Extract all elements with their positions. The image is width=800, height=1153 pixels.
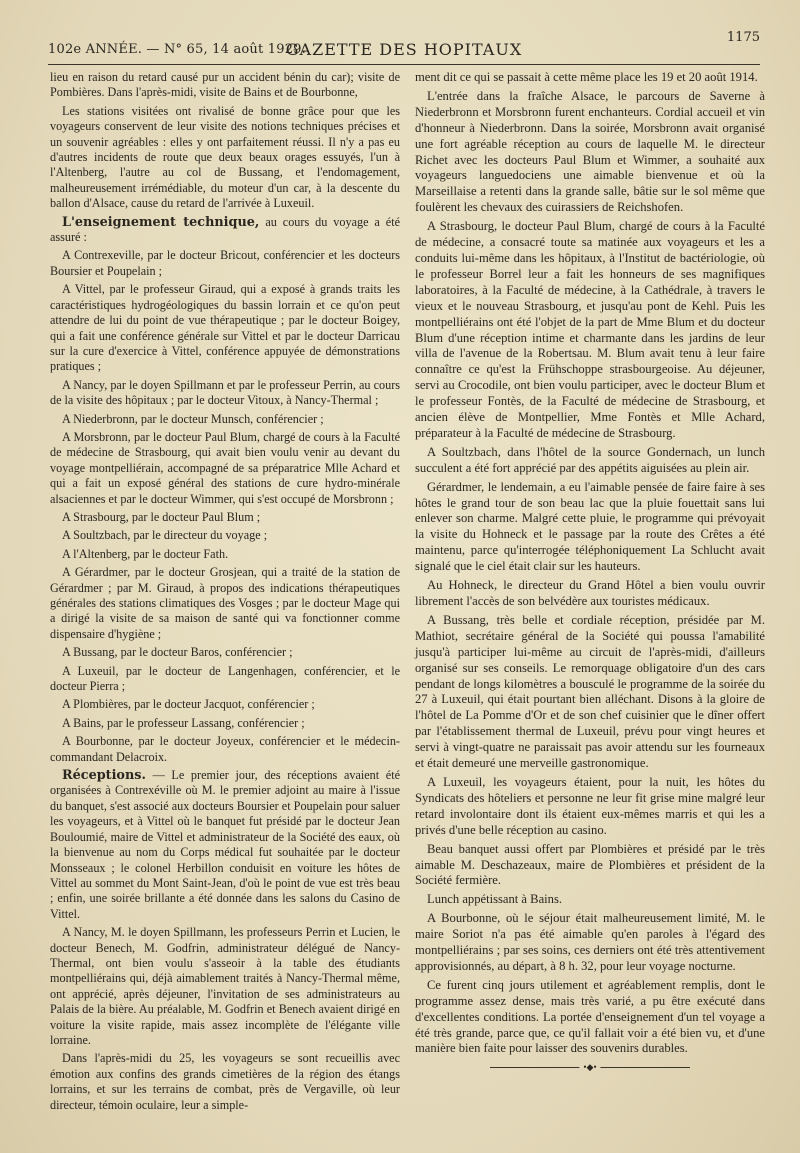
paragraph-text: A Bains, par le professeur Lassang, conférencier ; — [62, 715, 305, 730]
paragraph — [415, 578, 765, 610]
paragraph — [50, 378, 400, 409]
right-column — [415, 70, 765, 1073]
paragraph — [50, 716, 400, 731]
paragraph-text: A Nancy, par le doyen Spillmann et par le professeur Perrin, au cours de la visite des hôpitaux ; par le docteur Vitoux, à Nancy-Thermal ; — [50, 377, 400, 408]
section-heading: Réceptions. — [62, 768, 146, 784]
left-column — [50, 70, 400, 1116]
issue-line: 102e ANNÉE. — N° 65, 14 août 1929. — [48, 42, 306, 57]
paragraph — [50, 768, 400, 922]
paragraph — [50, 70, 400, 101]
paragraph-text: A l'Altenberg, par le docteur Fath. — [62, 546, 229, 561]
paragraph — [50, 412, 400, 427]
paragraph-text: ment dit ce qui se passait à cette même place les 19 et 20 août 1914. — [415, 70, 758, 84]
paragraph — [50, 1051, 400, 1113]
paragraph-text: A Soultzbach, dans l'hôtel de la source Gondernach, un lunch succulent a été fort apprécié par des appétits aiguisées au plein air. — [415, 444, 765, 475]
paragraph — [415, 445, 765, 477]
paragraph-text: A Luxeuil, par le docteur de Langenhagen, conférencier, et le docteur Pierra ; — [50, 663, 400, 694]
paragraph — [50, 510, 400, 525]
paragraph — [50, 547, 400, 562]
paragraph-text: Au Hohneck, le directeur du Grand Hôtel a bien voulu ouvrir librement l'accès de son belvédère aux touristes médicaux. — [415, 578, 765, 608]
paragraph — [50, 248, 400, 279]
paragraph — [415, 480, 765, 575]
paragraph — [50, 925, 400, 1048]
paragraph-text: A Strasbourg, par le docteur Paul Blum ; — [62, 509, 261, 524]
paragraph-text: Beau banquet aussi offert par Plombières et présidé par le très aimable M. Deschazeaux, maire de Plombières et président de la Société fermière. — [415, 841, 765, 888]
ornament: •◆• — [579, 1063, 600, 1072]
paragraph-text: — Le premier jour, des réceptions avaient été organisées à Contrexéville où M. le premier adjoint au maire à l'issue du banquet, s'est associé aux docteurs Boursier et Poupelain pour saluer les voyageurs, et à Vittel où le banquet fut présidé par le docteur Jean Bouloumié, maire de Vittel et administrateur de la Société des eaux, où la bienvenue au nom du Corps médical fut souhaitée par le docteur Monsseaux ; le colonel Herbillon conduisit en voiture les hôtes de Vittel au sommet du Mont Saint-Jean, d'où le point de vue est très beau ; enfin, une soirée brillante a été donnée dans les salons du Casino de Vittel. — [50, 768, 400, 921]
paragraph-text: Les stations visitées ont rivalisé de bonne grâce pour que les voyageurs conservent de leur visite des notions techniques précises et un souvenir agréables : elles y ont parfaitement réussi. Il n'y a pas eu d'autres incidents de route que deux beaux orages essuyés, l'un à l'Altenberg, l'autre au col de Bussang, et l'endomagement, malheureusement irrémédiable, du moteur d'un car, à la descente du ballon d'Alsace, cause du retard de l'arrivée à Luxeuil. — [50, 103, 400, 211]
paragraph-text: Lunch appétissant à Bains. — [427, 892, 563, 907]
paragraph-text: L'entrée dans la fraîche Alsace, le parcours de Saverne à Niederbronn et Morsbronn furent enchanteurs. Cordial accueil et vin d'honneur à Niederbronn. Dans la soirée, Morsbronn avait organisé une fort agréable réception au cours de laquelle M. le directeur Richet avec les docteurs Paul Blum et Wimmer, a souhaité aux voyageurs languedociens une aimable bienvenue et où la Marseillaise a retenti dans la grande salle, bâtie sur le sol même que foulèrent les chevaux des cuirassiers de Reichshofen. — [415, 88, 765, 215]
paragraph — [50, 664, 400, 695]
paragraph-text: A Morsbronn, par le docteur Paul Blum, chargé de cours à la Faculté de médecine de Strasbourg, qui avait bien voulu venir au devant du voyage montpelliérain, accompagné de sa préparatrice Mlle Achard et qui a fait un exposé général des stations de cure hydro-minérale alsaciennes et par le docteur Wimmer, qui s'est occupé de Morsbronn ; — [50, 429, 400, 506]
paragraph-text: Gérardmer, le lendemain, a eu l'aimable pensée de faire faire à ses hôtes le grand tour de son beau lac que la pluie fouettait sans lui enlever son charme. Malgré cette pluie, le programme qui prévoyait la visite du Hohneck et le passage par la route des Crêtes a été maintenu, parce qu'interrogée téléphoniquement La Schlucht avait signalé que le ciel était clair sur les hauteurs. — [415, 479, 765, 574]
paragraph — [415, 978, 765, 1058]
section-end-rule — [490, 1062, 690, 1073]
paragraph — [50, 282, 400, 374]
paragraph-text: lieu en raison du retard causé pur un accident bénin du car); visite de Pombières. Dans l'après-midi, visite de Bains et de Bourbonne, — [50, 70, 400, 100]
paragraph-text: A Niederbronn, par le docteur Munsch, conférencier ; — [62, 411, 324, 426]
publication-title: GAZETTE DES HOPITAUX — [285, 40, 523, 59]
paragraph — [50, 104, 400, 212]
paragraph-text: A Contrexeville, par le docteur Bricout, conférencier et les docteurs Boursier et Poupelain ; — [50, 248, 400, 278]
paragraph-text: A Bourbonne, où le séjour était malheureusement limité, M. le maire Soriot n'a pas été aimable qu'en paroles à l'égard des montpelliérains ; par ses soins, ces derniers ont été très attentivement approvisionnés, au départ, à 8 h. 32, pour leur voyage nocturne. — [415, 911, 765, 973]
paragraph — [415, 219, 765, 442]
paragraph — [415, 89, 765, 216]
paragraph — [50, 430, 400, 507]
paragraph — [415, 911, 765, 975]
paragraph-text: A Strasbourg, le docteur Paul Blum, chargé de cours à la Faculté de médecine, a consacré toute sa matinée aux voyageurs et les a conduits lui-même dans les hôpitaux, à l'Institut de bactériologie, où le professeur Borrel leur a fait les honneurs de ses magnifiques laboratoires, à la Faculté de médecine, à la Cathédrale, à travers le vieux et le nouveau Strasbourg, et jusqu'au pont de Kehl. Puis les montpelliérains ont été l'objet de la part de Mme Blum et du docteur Blum d'une réception intime et charmante dans les jardins de leur villa de l'avenue de la Robertsau. M. Blum avait tenu à leur faire connaître ce qu'est la Frühschoppe strasbourgeoise. Au déjeuner, servi au Crocodile, ont bien voulu participer, avec le docteur Blum et le professeur Fontès, de la Faculté de médecine de Strasbourg, et ancien élève de Montpellier, Mme Fontès et Mlle Achard, préparateur à la Faculté de médecine de Strasbourg. — [415, 219, 765, 440]
paragraph — [415, 613, 765, 772]
paragraph — [415, 842, 765, 890]
paragraph-text: A Bussang, par le docteur Baros, conférencier ; — [62, 645, 293, 660]
paragraph-text: A Soultzbach, par le directeur du voyage ; — [62, 528, 268, 543]
paragraph — [415, 892, 765, 908]
paragraph-text: A Bourbonne, par le docteur Joyeux, conférencier et le médecin-commandant Delacroix. — [50, 734, 400, 764]
paragraph — [50, 734, 400, 765]
paragraph — [50, 215, 400, 246]
paragraph-text: Dans l'après-midi du 25, les voyageurs se sont recueillis avec émotion aux confins des grands cimetières de la région des étangs lorrains, et sur les terrains de combat, près de Vergaville, où leur directeur, témoin oculaire, leur a simple- — [50, 1051, 400, 1112]
paragraph — [50, 697, 400, 712]
paragraph-text: Ce furent cinq jours utilement et agréablement remplis, dont le programme assez dense, mais très varié, a pu être exécuté dans d'excellentes conditions. La portée d'enseignement d'un tel voyage a été très grande, parce que, ce qu'il fallait voir a été bien vu, et d'une manière bien faite pour laisser des souvenirs durables. — [415, 977, 765, 1056]
paragraph-text: au cours du voyage a été assuré : — [50, 214, 400, 245]
paragraph-text: A Vittel, par le professeur Giraud, qui a exposé à grands traits les caractéristiques hydrogéologiques du bassin lorrain et ce qu'on peut attendre de lui du point de vue thérapeutique ; par le docteur Boigey, qui a fait une conférence générale sur Vittel et par le docteur Darricau sur la cure d'exercice à Vittel, conférence appuyée de démonstrations pratiques ; — [50, 282, 400, 374]
paragraph-text: A Gérardmer, par le docteur Grosjean, qui a traité de la station de Gérardmer ; par M. Giraud, à propos des indications thérapeutiques générales des stations climatiques des Vosges ; par le docteur Mage qui a dirigé la visite de sa maison de santé qui va fonctionner comme dispensaire d'hygiène ; — [50, 565, 400, 641]
paragraph — [415, 70, 765, 86]
paragraph-text: A Luxeuil, les voyageurs étaient, pour la nuit, les hôtes du Syndicats des hôteliers et personne ne leur fit grise mine malgré leur retard involontaire dont ils étaient eux-mêmes marris et qui les a privés d'une belle réception au casino. — [415, 774, 765, 837]
paragraph-text: A Nancy, M. le doyen Spillmann, les professeurs Perrin et Lucien, le docteur Benech, M. Godfrin, administrateur délégué de Nancy-Thermal, ont bien voulu s'asseoir à la table des étudiants montpelliérains qui, déjà aimablement traités à Nancy-Thermal même, ont apprécié, après déjeuner, l'invitation de ses administrateurs au Palais de la bière. Au préalable, M. Godfrin et Benech avaient dirigé en voiture la visite rapide, mais assez incomplète de l'élégante ville lorraine. — [50, 925, 400, 1047]
paragraph — [50, 528, 400, 543]
paragraph — [415, 775, 765, 839]
section-heading: L'enseignement technique, — [62, 214, 260, 230]
paragraph — [50, 645, 400, 660]
paragraph — [50, 565, 400, 642]
page-header — [48, 30, 760, 65]
page-number: 1175 — [726, 30, 760, 45]
paragraph-text: A Plombières, par le docteur Jacquot, conférencier ; — [62, 697, 315, 712]
paragraph-text: A Bussang, très belle et cordiale réception, présidée par M. Mathiot, secrétaire général de la Société qui poussa l'amabilité jusqu'à participer lui-même au circuit de l'après-midi, d'ailleurs organisé sur ses conseils. Le remorquage obligatoire d'un des cars pendant de longs kilomètres a bousculé le programme de la soirée du 27 à Luxeuil, qui était pourtant bien alléchant. Disons à la gloire de l'hôtel de La Pomme d'Or et de son chef cuisinier que le dîner offert par l'établissement thermal de Luxeuil, prévu pour vingt heures et servi à vingt-quatre ne paraissait pas avoir attendu sur les fourneaux et était demeuré une merveille gastronomique. — [415, 612, 765, 771]
